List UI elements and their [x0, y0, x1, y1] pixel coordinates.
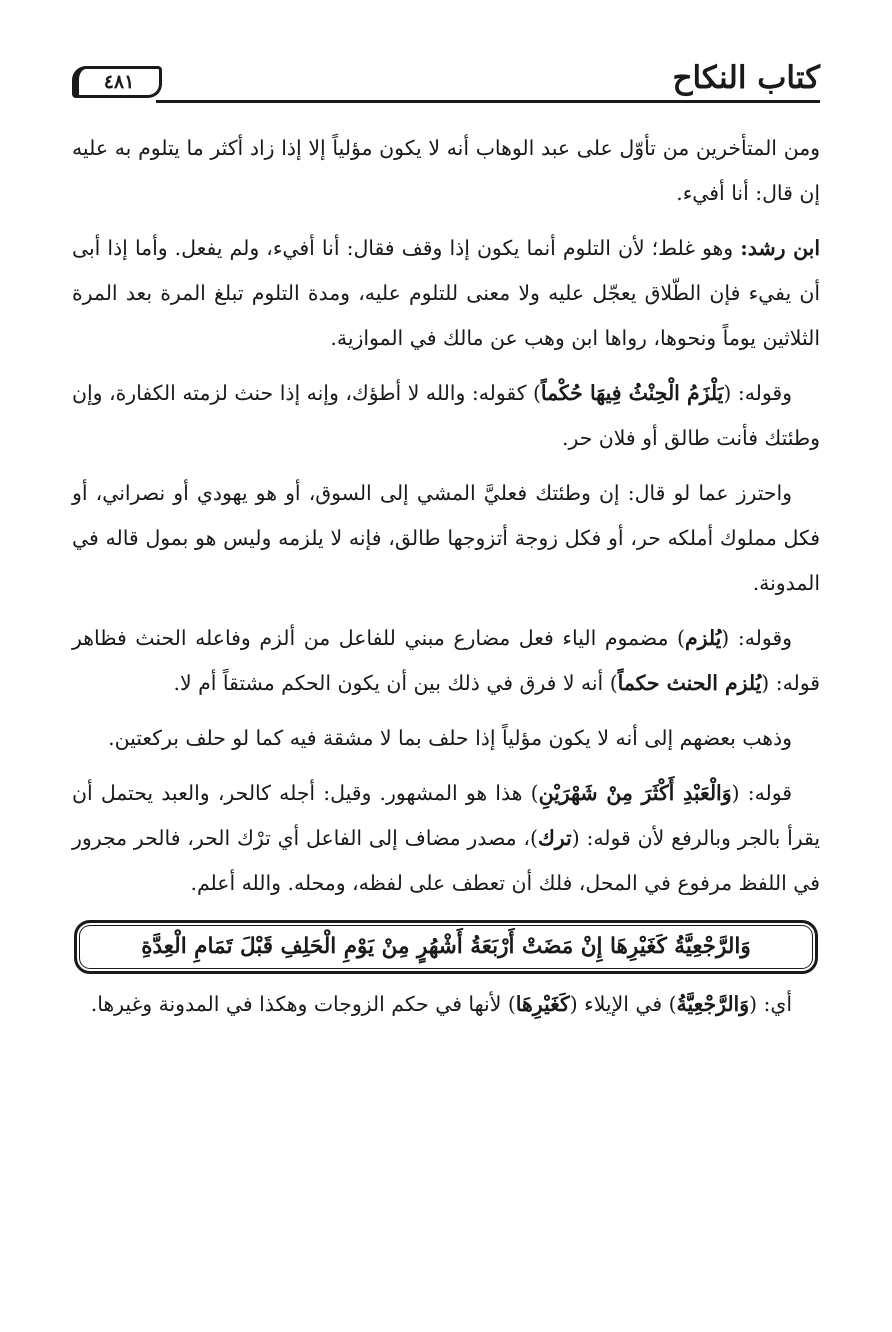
matn-quote: ترك: [537, 826, 572, 850]
paragraph-1: [72, 126, 820, 216]
paragraph-text: ) هذا هو المشهور. وقيل: أجله كالحر، والعبد يحتمل أن يقرأ بالجر وبالرفع لأن قوله: (: [72, 781, 820, 850]
page-header: [72, 56, 820, 106]
paragraph-8: [72, 982, 820, 1027]
paragraph-2: [72, 226, 820, 361]
paragraph-4: [72, 471, 820, 606]
paragraph-text: وذهب بعضهم إلى أنه لا يكون مؤلياً إذا حلف بما لا مشقة فيه كما لو حلف بركعتين.: [108, 726, 792, 750]
paragraph-text: وهو غلط؛ لأن التلوم أنما يكون إذا وقف فقال: أنا أفيء، ولم يفعل. وأما إذا أبى أن يفيء فإن الطّلاق يعجّل عليه ولا معنى للتلوم عليه، ومدة التلوم تبلغ المرة بعد المرة الثلاثين يوماً ونحوها، رواها ابن وهب عن مالك في الموازية.: [72, 236, 820, 350]
matn-quote: كَغَيْرِهَا: [515, 992, 570, 1016]
paragraph-text: وقوله: (: [723, 381, 792, 405]
matn-quote: يُلزم: [684, 626, 722, 650]
body-text: [72, 126, 820, 1027]
matn-quote: يَلْزَمُ الْحِنْثُ فِيهَا حُكْماً: [540, 381, 724, 405]
header-rule: [156, 100, 820, 103]
paragraph-text: قوله: (: [731, 781, 792, 805]
paragraph-text: ) كقوله: والله لا أطؤك، وإنه إذا حنث لزمته الكفارة، وإن وطئتك فأنت طالق أو فلان حر.: [72, 381, 820, 450]
paragraph-3: [72, 371, 820, 461]
paragraph-text: )، مصدر مضاف إلى الفاعل أي ترْك الحر، فالحر مجرور في اللفظ مرفوع في المحل، فلك أن تعطف على لفظه، ومحله. والله أعلم.: [72, 826, 820, 895]
paragraph-text: ) لأنها في حكم الزوجات وهكذا في المدونة وغيرها.: [90, 992, 516, 1016]
paragraph-text: واحترز عما لو قال: إن وطئتك فعليَّ المشي إلى السوق، أو هو يهودي أو نصراني، أو فكل مملوك أملكه حر، أو فكل زوجة أتزوجها طالق، فإنه لا يلزمه وليس هو بمول قاله في المدونة.: [72, 481, 820, 595]
paragraph-text: ) في الإيلاء (: [569, 992, 677, 1016]
matn-box: وَالرَّجْعِيَّةُ كَغَيْرِهَا إِنْ مَضَتْ أَرْبَعَةُ أَشْهُرٍ مِنْ يَوْمِ الْحَلِفِ قَبْلَ تَمَامِ الْعِدَّةِ: [74, 920, 818, 974]
book-title: كتاب النكاح: [672, 60, 820, 96]
paragraph-text: وقوله: (: [721, 626, 792, 650]
paragraph-6: [72, 716, 820, 761]
paragraph-7: [72, 771, 820, 906]
matn-quote: وَالرَّجْعِيَّةُ: [676, 992, 750, 1016]
page-number: ٤٨١: [72, 66, 162, 98]
paragraph-5: [72, 616, 820, 706]
matn-quote: وَالْعَبْدِ أَكْثَرَ مِنْ شَهْرَيْنِ: [538, 781, 732, 805]
paragraph-text: أي: (: [749, 992, 792, 1016]
matn-quote: يُلزم الحنث حكماً: [617, 671, 762, 695]
paragraph-text: ) أنه لا فرق في ذلك بين أن يكون الحكم مشتقاً أم لا.: [173, 671, 618, 695]
paragraph-text: ومن المتأخرين من تأوّل على عبد الوهاب أنه لا يكون مؤلياً إلا إذا زاد أكثر ما يتلوم به عليه إن قال: أنا أفيء.: [72, 136, 820, 205]
paragraph-text: ) مضموم الياء فعل مضارع مبني للفاعل من ألزم وفاعله الحنث فظاهر قوله: (: [72, 626, 820, 695]
scholar-name: ابن رشد:: [740, 236, 820, 260]
book-page: [72, 56, 820, 1037]
